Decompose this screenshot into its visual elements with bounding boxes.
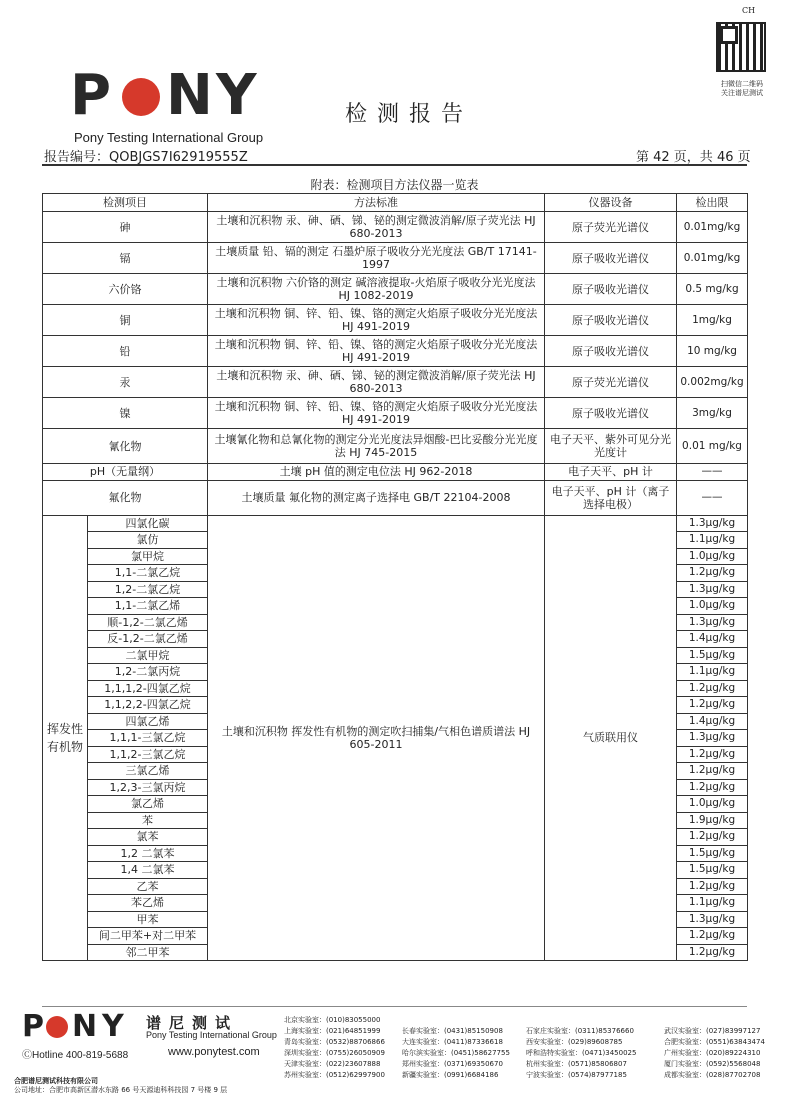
header-limit: 检出限 xyxy=(677,194,748,212)
voc-compound: 间二甲苯+对二甲苯 xyxy=(88,928,208,945)
voc-compound: 1,1-二氯乙烷 xyxy=(88,565,208,582)
table-header-row xyxy=(43,194,748,212)
row-limit: 0.01mg/kg xyxy=(677,243,748,274)
lab-contact: 成都实验室：(028)87702708 xyxy=(664,1071,761,1079)
row-method: 土壤和沉积物 铜、锌、铅、镍、铬的测定火焰原子吸收分光光度法 HJ 491-2019 xyxy=(208,398,545,429)
voc-limit: 1.5μg/kg xyxy=(677,647,748,664)
voc-compound: 1,1-二氯乙烯 xyxy=(88,598,208,615)
voc-compound: 1,1,1,2-四氯乙烷 xyxy=(88,680,208,697)
lab-contact: 大连实验室：(0411)87336618 xyxy=(402,1038,503,1046)
row-limit: 0.002mg/kg xyxy=(677,367,748,398)
row-method: 土壤质量 氟化物的测定离子选择电 GB/T 22104-2008 xyxy=(208,480,545,515)
row-item: 氟化物 xyxy=(43,480,208,515)
row-method: 土壤和沉积物 汞、砷、硒、锑、铋的测定微波消解/原子荧光法 HJ 680-2013 xyxy=(208,367,545,398)
voc-limit: 1.2μg/kg xyxy=(677,944,748,961)
voc-method: 土壤和沉积物 挥发性有机物的测定吹扫捕集/气相色谱质谱法 HJ 605-2011 xyxy=(208,515,545,961)
lab-contact: 西安实验室：(029)89608785 xyxy=(526,1038,623,1046)
lab-contact: 天津实验室：(022)23607888 xyxy=(284,1060,381,1068)
voc-instrument: 气质联用仪 xyxy=(545,515,677,961)
voc-limit: 1.1μg/kg xyxy=(677,532,748,549)
footer-address: 公司地址：合肥市高新区潜水东路 66 号天源迪科科技园 7 号楼 9 层 xyxy=(14,1086,228,1094)
row-limit: 1mg/kg xyxy=(677,305,748,336)
voc-limit: 1.5μg/kg xyxy=(677,862,748,879)
voc-limit: 1.1μg/kg xyxy=(677,664,748,681)
voc-limit: 1.2μg/kg xyxy=(677,878,748,895)
header-divider xyxy=(42,164,747,166)
row-instrument: 原子吸收光谱仪 xyxy=(545,336,677,367)
table-row xyxy=(43,336,748,367)
lab-contact: 郑州实验室：(0371)69350670 xyxy=(402,1060,503,1068)
voc-compound: 1,2-二氯丙烷 xyxy=(88,664,208,681)
table-row xyxy=(43,305,748,336)
row-limit: —— xyxy=(677,464,748,481)
lab-contact: 厦门实验室：(0592)5568048 xyxy=(664,1060,761,1068)
voc-group-label: 挥发性有机物 xyxy=(43,515,88,961)
table-row xyxy=(43,464,748,481)
footer-brand-cn: 谱尼测试 xyxy=(146,1014,239,1032)
voc-compound: 氯仿 xyxy=(88,532,208,549)
voc-limit: 1.5μg/kg xyxy=(677,845,748,862)
voc-limit: 1.2μg/kg xyxy=(677,746,748,763)
footer-brand-en: Pony Testing International Group xyxy=(146,1030,277,1040)
voc-limit: 1.2μg/kg xyxy=(677,763,748,780)
voc-row xyxy=(43,515,748,532)
lab-contact: 合肥实验室：(0551)63843474 xyxy=(664,1038,765,1046)
qr-caption-line1: 扫微信二维码 xyxy=(721,80,763,88)
voc-compound: 1,1,2,2-四氯乙烷 xyxy=(88,697,208,714)
table-row xyxy=(43,480,748,515)
page-title: 检测报告 xyxy=(345,102,474,127)
lab-contact: 长春实验室：(0431)85150908 xyxy=(402,1027,503,1035)
lab-contact: 杭州实验室：(0571)85806807 xyxy=(526,1060,627,1068)
row-method: 土壤和沉积物 汞、砷、硒、锑、铋的测定微波消解/原子荧光法 HJ 680-2013 xyxy=(208,212,545,243)
voc-limit: 1.9μg/kg xyxy=(677,812,748,829)
header-method: 方法标准 xyxy=(208,194,545,212)
lab-contact: 武汉实验室：(027)83997127 xyxy=(664,1027,761,1035)
voc-compound: 反-1,2-二氯乙烯 xyxy=(88,631,208,648)
lab-contact: 呼和浩特实验室：(0471)3450025 xyxy=(526,1049,637,1057)
lab-contact: 上海实验室：(021)64851999 xyxy=(284,1027,381,1035)
voc-compound: 氯乙烯 xyxy=(88,796,208,813)
voc-compound: 三氯乙烯 xyxy=(88,763,208,780)
voc-limit: 1.2μg/kg xyxy=(677,680,748,697)
page-number: 第 42 页，共 46 页 xyxy=(636,150,751,165)
voc-limit: 1.0μg/kg xyxy=(677,598,748,615)
qr-caption-line2: 关注谱尼测试 xyxy=(721,89,763,97)
row-limit: 0.01 mg/kg xyxy=(677,429,748,464)
table-row xyxy=(43,243,748,274)
row-instrument: 原子荧光光谱仪 xyxy=(545,367,677,398)
row-item: pH（无量纲） xyxy=(43,464,208,481)
voc-limit: 1.2μg/kg xyxy=(677,829,748,846)
voc-limit: 1.3μg/kg xyxy=(677,581,748,598)
row-limit: 0.01mg/kg xyxy=(677,212,748,243)
voc-compound: 苯 xyxy=(88,812,208,829)
row-item: 镍 xyxy=(43,398,208,429)
table-row xyxy=(43,429,748,464)
row-instrument: 电子天平、紫外可见分光光度计 xyxy=(545,429,677,464)
row-method: 土壤和沉积物 铜、锌、铅、镍、铬的测定火焰原子吸收分光光度法 HJ 491-2019 xyxy=(208,336,545,367)
row-limit: 10 mg/kg xyxy=(677,336,748,367)
lab-contact: 广州实验室：(020)89224310 xyxy=(664,1049,761,1057)
voc-limit: 1.2μg/kg xyxy=(677,697,748,714)
footer-hotline: ⒸHotline 400-819-5688 xyxy=(22,1050,129,1061)
row-instrument: 原子吸收光谱仪 xyxy=(545,243,677,274)
header-instrument: 仪器设备 xyxy=(545,194,677,212)
voc-limit: 1.3μg/kg xyxy=(677,911,748,928)
corner-mark: CH xyxy=(742,6,756,15)
row-item: 氰化物 xyxy=(43,429,208,464)
voc-limit: 1.2μg/kg xyxy=(677,928,748,945)
qr-code-icon xyxy=(716,22,766,72)
row-method: 土壤和沉积物 六价铬的测定 碱溶液提取-火焰原子吸收分光光度法 HJ 1082-2019 xyxy=(208,274,545,305)
lab-contact: 石家庄实验室：(0311)85376660 xyxy=(526,1027,634,1035)
lab-contact: 宁波实验室：(0574)87977185 xyxy=(526,1071,627,1079)
lab-contact: 深圳实验室：(0755)26050909 xyxy=(284,1049,385,1057)
row-item: 汞 xyxy=(43,367,208,398)
footer-company: 合肥谱尼测试科技有限公司 xyxy=(14,1077,98,1085)
voc-compound: 苯乙烯 xyxy=(88,895,208,912)
method-instrument-table xyxy=(42,193,748,961)
row-item: 砷 xyxy=(43,212,208,243)
row-limit: 3mg/kg xyxy=(677,398,748,429)
voc-limit: 1.3μg/kg xyxy=(677,730,748,747)
voc-compound: 1,2-二氯乙烷 xyxy=(88,581,208,598)
voc-limit: 1.3μg/kg xyxy=(677,515,748,532)
voc-compound: 顺-1,2-二氯乙烯 xyxy=(88,614,208,631)
row-method: 土壤 pH 值的测定电位法 HJ 962-2018 xyxy=(208,464,545,481)
row-instrument: 电子天平、pH 计 xyxy=(545,464,677,481)
voc-compound: 1,2 二氯苯 xyxy=(88,845,208,862)
qr-caption xyxy=(700,80,784,98)
header-item: 检测项目 xyxy=(43,194,208,212)
lab-contact: 北京实验室：(010)83055000 xyxy=(284,1016,381,1024)
voc-compound: 二氯甲烷 xyxy=(88,647,208,664)
lab-contact: 苏州实验室：(0512)62997900 xyxy=(284,1071,385,1079)
row-method: 土壤和沉积物 铜、锌、铅、镍、铬的测定火焰原子吸收分光光度法 HJ 491-2019 xyxy=(208,305,545,336)
voc-compound: 甲苯 xyxy=(88,911,208,928)
table-caption: 附表：检测项目方法仪器一览表 xyxy=(310,178,479,192)
voc-compound: 1,4 二氯苯 xyxy=(88,862,208,879)
row-item: 六价铬 xyxy=(43,274,208,305)
voc-compound: 氯甲烷 xyxy=(88,548,208,565)
footer-divider xyxy=(42,1006,747,1007)
voc-compound: 1,2,3-三氯丙烷 xyxy=(88,779,208,796)
lab-contact: 新疆实验室：(0991)6684186 xyxy=(402,1071,499,1079)
row-instrument: 电子天平、pH 计（离子选择电极） xyxy=(545,480,677,515)
voc-limit: 1.4μg/kg xyxy=(677,713,748,730)
row-instrument: 原子吸收光谱仪 xyxy=(545,305,677,336)
voc-limit: 1.2μg/kg xyxy=(677,779,748,796)
row-limit: 0.5 mg/kg xyxy=(677,274,748,305)
logo-tagline: Pony Testing International Group xyxy=(74,130,264,145)
row-method: 土壤氰化物和总氰化物的测定分光光度法异烟酸-巴比妥酸分光光度法 HJ 745-2015 xyxy=(208,429,545,464)
row-instrument: 原子吸收光谱仪 xyxy=(545,274,677,305)
voc-limit: 1.2μg/kg xyxy=(677,565,748,582)
report-number: 报告编号：QOBJGS7I62919555Z xyxy=(44,150,248,165)
voc-compound: 四氯化碳 xyxy=(88,515,208,532)
footer-website[interactable]: www.ponytest.com xyxy=(168,1046,260,1058)
row-item: 镉 xyxy=(43,243,208,274)
pony-logo: P N Y xyxy=(70,63,255,128)
voc-compound: 四氯乙烯 xyxy=(88,713,208,730)
table-row xyxy=(43,367,748,398)
voc-limit: 1.0μg/kg xyxy=(677,548,748,565)
lab-contact: 哈尔滨实验室：(0451)58627755 xyxy=(402,1049,510,1057)
row-method: 土壤质量 铅、镉的测定 石墨炉原子吸收分光光度法 GB/T 17141-1997 xyxy=(208,243,545,274)
row-limit: —— xyxy=(677,480,748,515)
lab-contact: 青岛实验室：(0532)88706866 xyxy=(284,1038,385,1046)
voc-compound: 乙苯 xyxy=(88,878,208,895)
voc-limit: 1.0μg/kg xyxy=(677,796,748,813)
table-row xyxy=(43,212,748,243)
row-instrument: 原子吸收光谱仪 xyxy=(545,398,677,429)
voc-compound: 1,1,2-三氯乙烷 xyxy=(88,746,208,763)
table-row xyxy=(43,274,748,305)
voc-limit: 1.4μg/kg xyxy=(677,631,748,648)
table-row xyxy=(43,398,748,429)
voc-limit: 1.3μg/kg xyxy=(677,614,748,631)
row-instrument: 原子荧光光谱仪 xyxy=(545,212,677,243)
voc-limit: 1.1μg/kg xyxy=(677,895,748,912)
row-item: 铅 xyxy=(43,336,208,367)
footer-logo: P N Y xyxy=(22,1009,124,1044)
voc-compound: 氯苯 xyxy=(88,829,208,846)
voc-compound: 1,1,1-三氯乙烷 xyxy=(88,730,208,747)
row-item: 铜 xyxy=(43,305,208,336)
voc-compound: 邻二甲苯 xyxy=(88,944,208,961)
